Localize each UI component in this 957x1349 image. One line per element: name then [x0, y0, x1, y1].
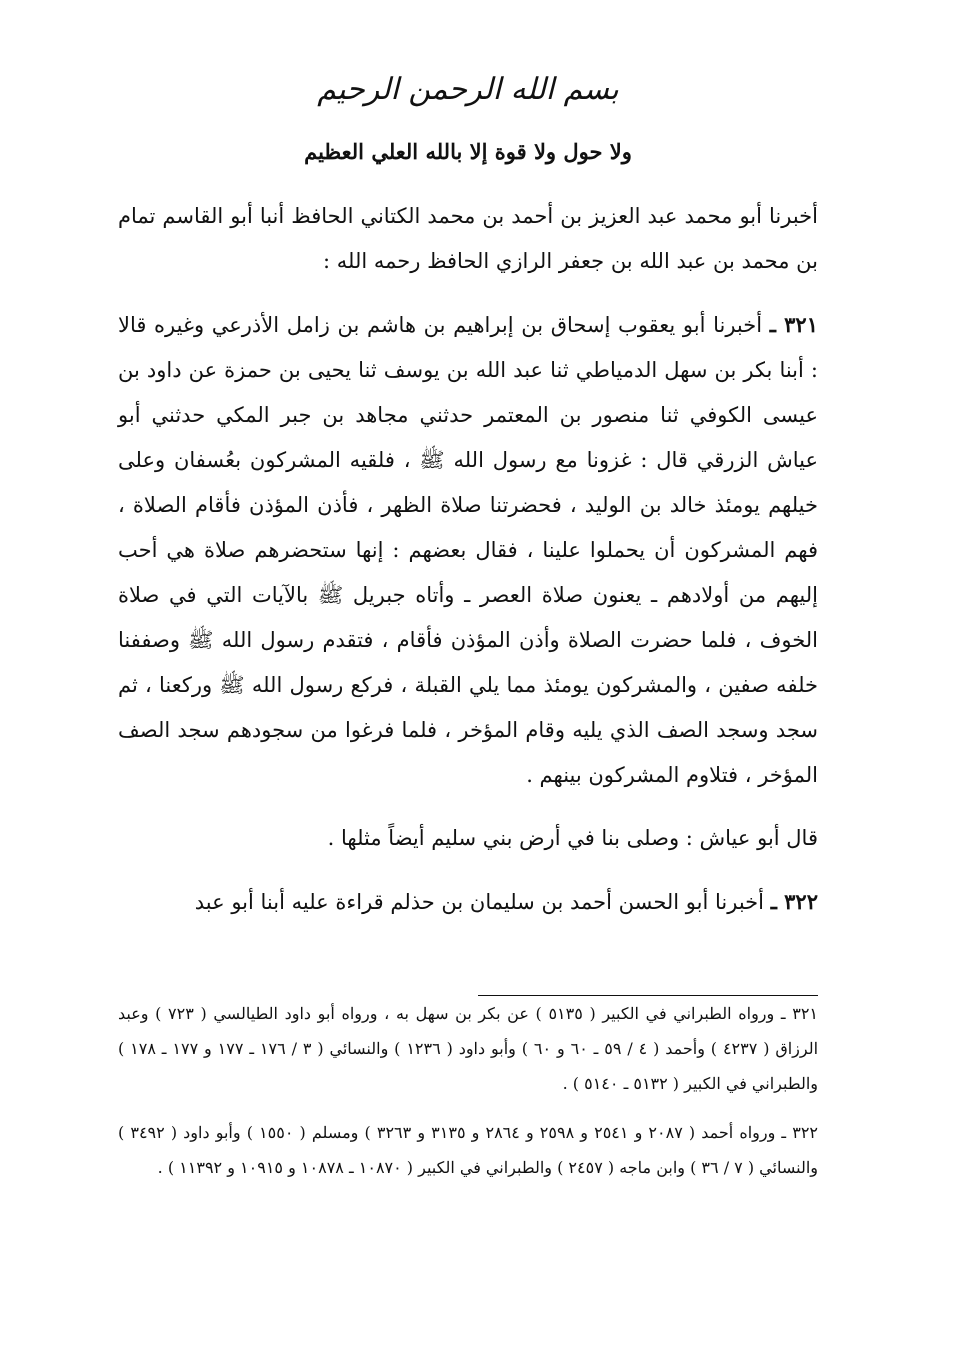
hadith-321: [118, 302, 818, 798]
isnad-intro: أخبرنا أبو محمد عبد العزيز بن أحمد بن محمد الكتاني الحافظ أنبا أبو القاسم تمام بن محمد بن عبد الله بن جعفر الرازي الحافظ رحمه الله :: [118, 204, 818, 273]
basmala-heading: بسم الله الرحمن الرحيم: [317, 72, 619, 107]
abu-ayyash-note: قال أبو عياش : وصلى بنا في أرض بني سليم أيضاً مثلها .: [327, 826, 818, 850]
footnote-322: ٣٢٢ ـ ورواه أحمد ( ٢٠٨٧ و ٢٥٤١ و ٢٥٩٨ و ٢٨٦٤ و ٣١٣٥ و ٣٢٦٣ ) ومسلم ( ١٥٥٠ ) وأبو داود ( ٣٤٩٢ ) والنسائي ( ٧ / ٣٦ ) وابن ماجه ( ٢٤٥٧ ) والطبراني في الكبير ( ١٠٨٧٠ ـ ١٠٨٧٨ و ١٠٩١٥ و ١١٣٩٢ ) .: [118, 1123, 818, 1177]
hadith-text: أخبرنا أبو الحسن أحمد بن سليمان بن حذلم قراءة عليه أبنا أبو عبد: [194, 890, 764, 914]
footnote-321: ٣٢١ ـ ورواه الطبراني في الكبير ( ٥١٣٥ ) عن بكر بن سهل به ، ورواه أبو داود الطيالسي ( ٧٢٣ ) وعبد الرزاق ( ٤٢٣٧ ) وأحمد ( ٤ / ٥٩ ـ ٦٠ و ٦٠ ) وأبو داود ( ١٢٣٦ ) والنسائي ( ٣ / ١٧٦ ـ ١٧٧ و ١٧٧ ـ ١٧٨ ) والطبراني في الكبير ( ٥١٣٢ ـ ٥١٤٠ ) .: [118, 1004, 819, 1093]
invocation-heading: ولا حول ولا قوة إلا بالله العلي العظيم: [304, 139, 632, 164]
footnotes: [118, 995, 818, 1185]
page-body: [118, 60, 818, 943]
hadith-number: ٣٢١ ـ: [769, 312, 818, 337]
hadith-text: أخبرنا أبو يعقوب إسحاق بن إبراهيم بن هاشم بن زامل الأذرعي وغيره قالا : أبنا بكر بن سهل الدمياطي ثنا عبد الله بن يوسف ثنا يحيى بن حمزة عن داود بن عيسى الكوفي ثنا منصور بن المعتمر حدثني مجاهد بن جبر المكي حدثني أبو عياش الزرقي قال : غزونا مع رسول الله ﷺ ، فلقيه المشركون بعُسفان وعلى خيلهم يومئذ خالد بن الوليد ، فحضرتنا صلاة الظهر ، فأذن المؤذن فأقام الصلاة ، فهم المشركون أن يحملوا علينا ، فقال بعضهم : إنها ستحضرهم صلاة هي أحب إليهم من أولادهم ـ يعنون صلاة العصر ـ وأتاه جبريل ﷺ بالآيات التي في صلاة الخوف ، فلما حضرت الصلاة وأذن المؤذن فأقام ، فتقدم رسول الله ﷺ وصففنا خلفه صفين ، والمشركون يومئذ مما يلي القبلة ، فركع رسول الله ﷺ وركعنا ، ثم سجد وسجد الصف الذي يليه وقام المؤخر ، فلما فرغوا من سجودهم سجد الصف المؤخر ، فتلاوم المشركون بينهم .: [118, 313, 818, 787]
hadith-number: ٣٢٢ ـ: [770, 889, 818, 914]
hadith-322: [118, 879, 818, 925]
